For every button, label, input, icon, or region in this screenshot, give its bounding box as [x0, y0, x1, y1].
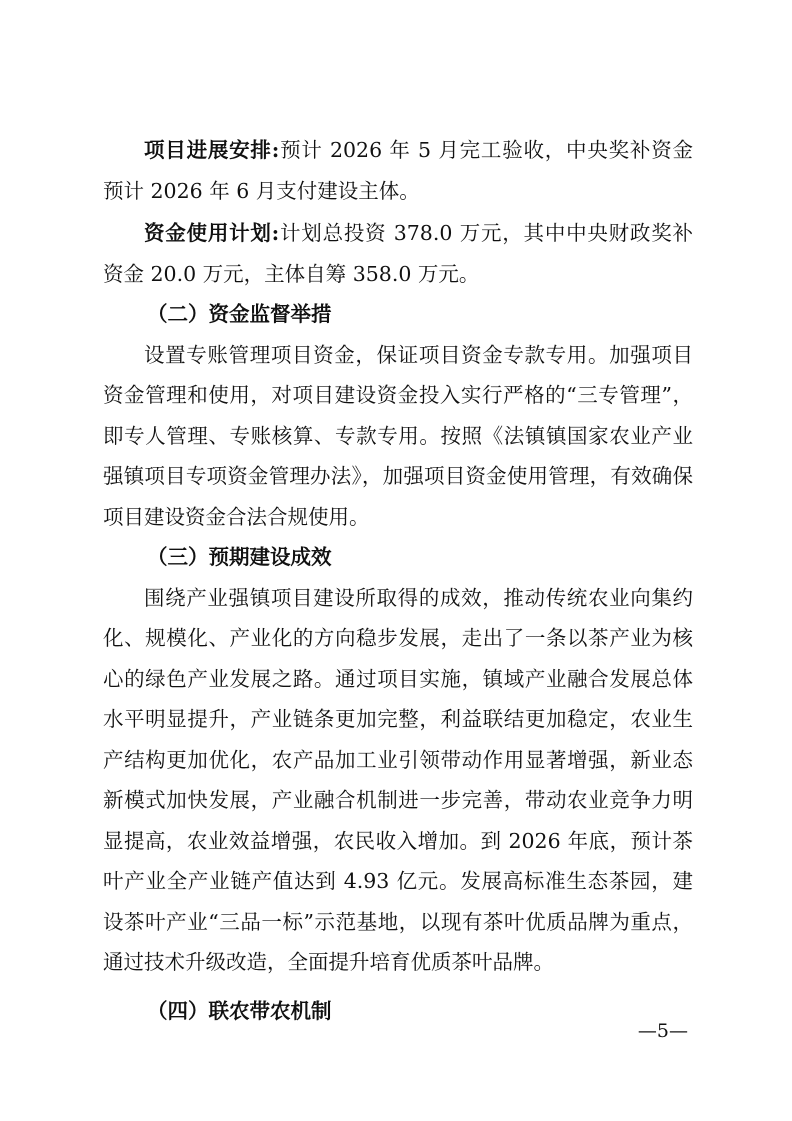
lead-progress-schedule: 项目进展安排:	[144, 138, 280, 162]
heading-farmer-linkage: （四）联农带农机制	[147, 998, 332, 1023]
document-body	[103, 130, 693, 1031]
paragraph-fund-supervision: 设置专账管理项目资金，保证项目资金专款专用。加强项目资金管理和使用，对项目建设资金投入实行严格的“三专管理”，即专人管理、专账核算、专款专用。按照《法镇镇国家农业产业强镇项目专项资金管理办法》，加强项目资金使用管理，有效确保项目建设资金合法合规使用。	[103, 342, 693, 529]
page-number: —5—	[637, 1020, 688, 1042]
paragraph-funding-plan	[103, 213, 693, 294]
heading-expected-results: （三）预期建设成效	[147, 545, 332, 569]
text-progress-schedule: 预计 2026 年 5 月完工验收，中央奖补资金预计 2026 年 6 月支付建设主体。	[103, 138, 693, 203]
paragraph-expected-results: 围绕产业强镇项目建设所取得的成效，推动传统农业向集约化、规模化、产业化的方向稳步发展，走出了一条以茶产业为核心的绿色产业发展之路。通过项目实施，镇域产业融合发展总体水平明显提升，产业链条更加完整，利益联结更加稳定，农业生产结构更加优化，农产品加工业引领带动作用显著增强，新业态新模式加快发展，产业融合机制进一步完善，带动农业竞争力明显提高，农业效益增强，农民收入增加。到 2026 年底，预计茶叶产业全产业链产值达到 4.93 亿元。发展高标准生态茶园，建设茶叶产业“三品一标”示范基地，以现有茶叶优质品牌为重点，通过技术升级改造，全面提升培育优质茶叶品牌。	[103, 585, 693, 974]
heading-fund-supervision: （二）资金监督举措	[147, 302, 332, 326]
text-funding-plan: 计划总投资 378.0 万元，其中中央财政奖补资金 20.0 万元，主体自筹 358.0 万元。	[103, 221, 693, 286]
paragraph-progress-schedule	[103, 130, 693, 211]
lead-funding-plan: 资金使用计划:	[144, 221, 280, 245]
